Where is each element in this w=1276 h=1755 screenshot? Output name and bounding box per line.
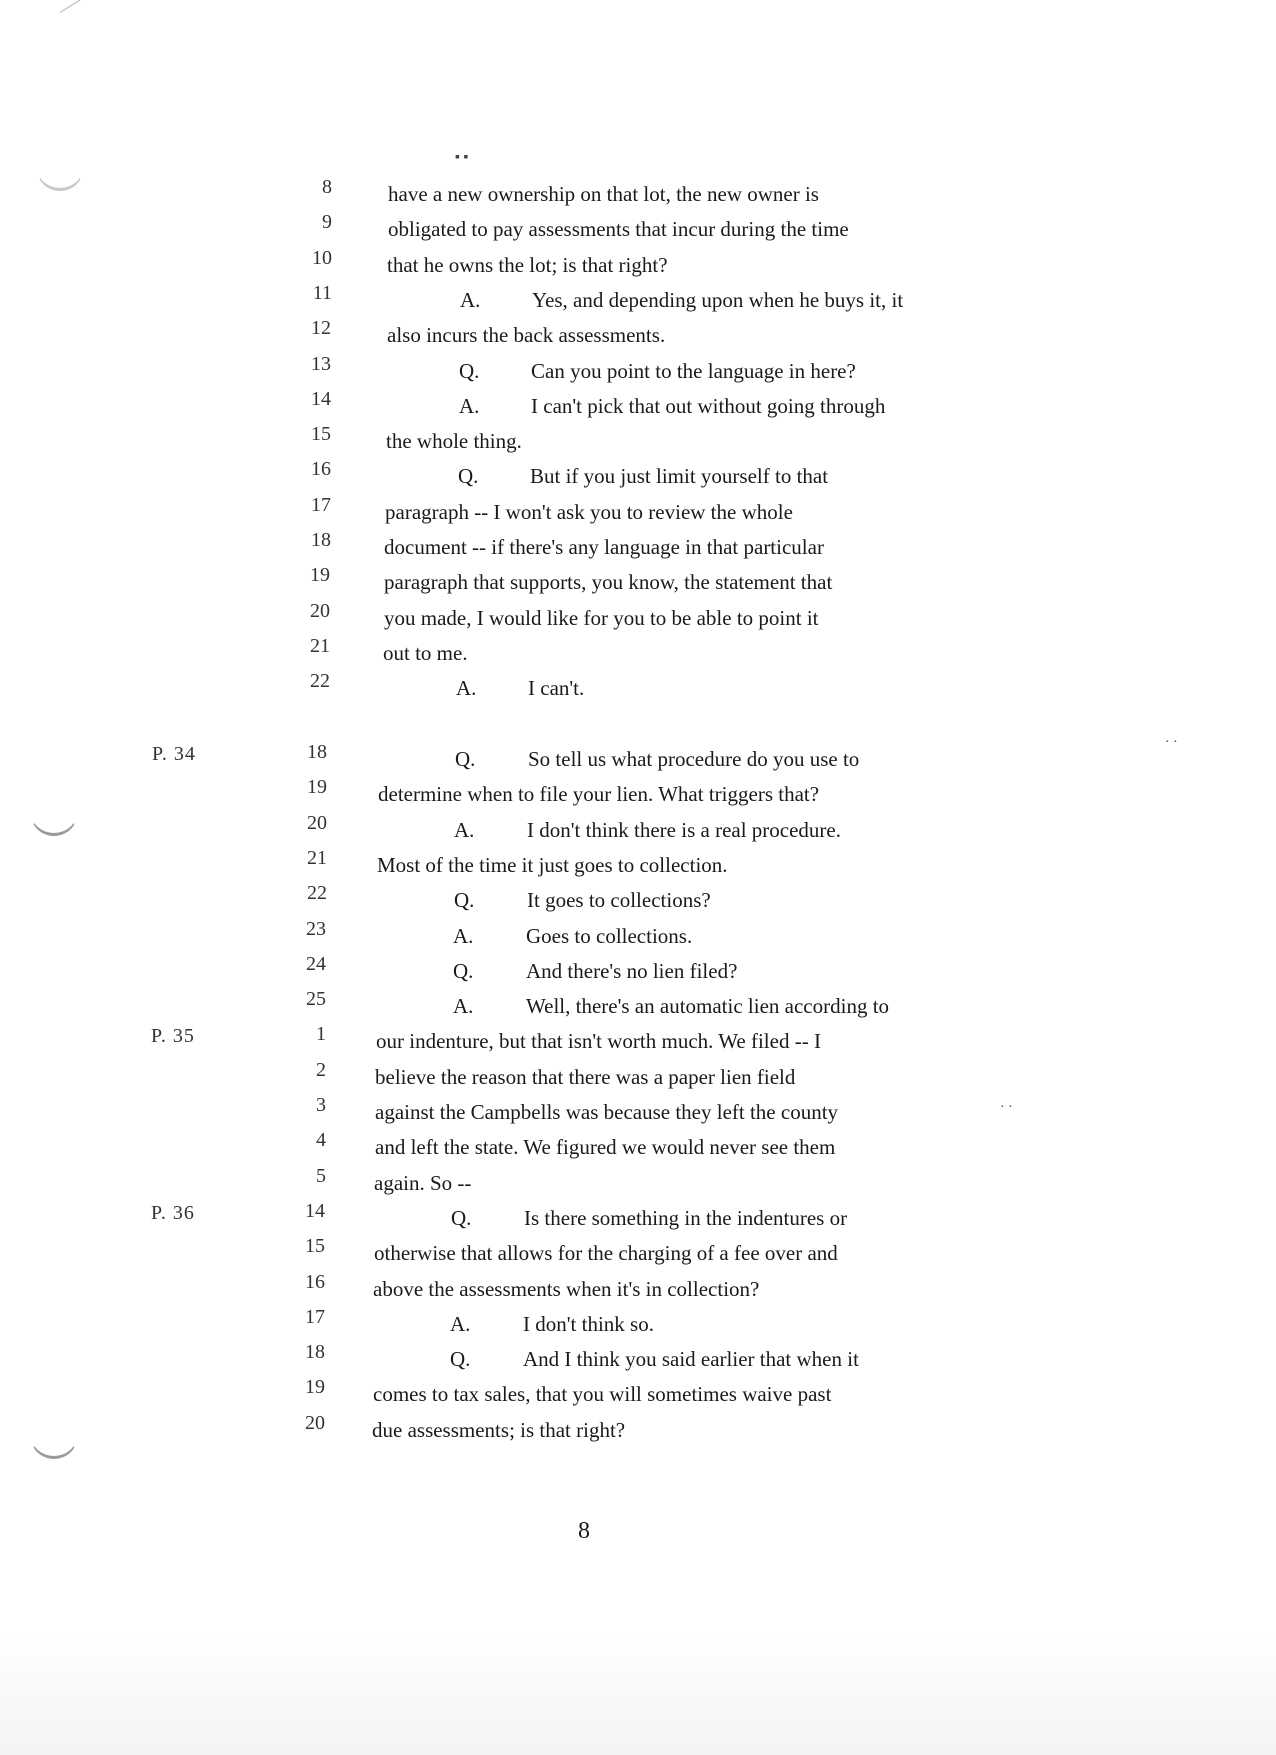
line-number: 15 <box>311 423 331 446</box>
transcript-line <box>0 811 1276 852</box>
page-reference: P. 36 <box>151 1201 195 1224</box>
testimony-text: out to me. <box>383 640 468 665</box>
transcript-line <box>0 1164 1276 1205</box>
transcript-line <box>0 1023 1276 1063</box>
speaker-label: Q. <box>459 358 480 383</box>
line-number: 1 <box>316 1023 326 1046</box>
testimony-text: document -- if there's any language in that particular <box>384 535 824 559</box>
speaker-label: Q. <box>458 464 479 489</box>
transcript-line <box>0 882 1276 922</box>
transcript-line <box>0 634 1276 675</box>
transcript-line <box>0 1058 1276 1099</box>
testimony-text: I can't pick that out without going through <box>531 393 886 418</box>
testimony-text: Yes, and depending upon when he buys it, it <box>532 287 904 312</box>
transcript-line <box>0 564 1276 604</box>
transcript-line <box>0 1305 1276 1346</box>
speaker-label: A. <box>453 994 474 1019</box>
testimony-text: paragraph -- I won't ask you to review the whole <box>385 499 793 524</box>
testimony-text: determine when to file your lien. What triggers that? <box>378 782 820 807</box>
transcript-line <box>0 423 1276 463</box>
testimony-text: Well, there's an automatic lien according to <box>526 994 890 1019</box>
transcript-line <box>0 352 1276 393</box>
testimony-text: the whole thing. <box>386 429 522 454</box>
transcript-line <box>0 1199 1276 1240</box>
line-number: 19 <box>310 564 330 587</box>
transcript-line <box>0 458 1276 498</box>
testimony-text: I don't think there is a real procedure. <box>527 817 841 842</box>
stray-mark: · · <box>1165 735 1178 750</box>
testimony-text: obligated to pay assessments that incur during the time <box>388 217 849 242</box>
line-number: 22 <box>307 882 327 905</box>
testimony-text: have a new ownership on that lot, the new owner is <box>388 182 819 206</box>
transcript-line <box>0 846 1276 887</box>
testimony-text: believe the reason that there was a paper lien field <box>375 1064 796 1089</box>
transcript-line <box>0 529 1276 569</box>
line-number: 25 <box>306 988 326 1011</box>
testimony-text: and left the state. We figured we would never see them <box>375 1135 836 1160</box>
transcript-line <box>0 1235 1276 1275</box>
testimony-text: due assessments; is that right? <box>372 1417 626 1442</box>
transcript-line <box>0 1376 1276 1416</box>
testimony-text: But if you just limit yourself to that <box>530 464 829 489</box>
speaker-label: A. <box>460 287 481 312</box>
testimony-text: And I think you said earlier that when it <box>523 1347 859 1372</box>
transcript-line <box>0 776 1276 816</box>
transcript-line <box>0 317 1276 357</box>
line-number: 15 <box>305 1235 325 1258</box>
testimony-text: also incurs the back assessments. <box>387 323 666 348</box>
line-number: 23 <box>306 917 326 940</box>
transcript-line <box>0 1341 1276 1381</box>
stray-mark: ▪ ▪ <box>455 150 469 165</box>
line-number: 12 <box>311 317 331 340</box>
testimony-text: otherwise that allows for the charging of a fee over and <box>374 1241 838 1266</box>
line-number: 3 <box>316 1094 326 1116</box>
speaker-label: Q. <box>450 1347 471 1372</box>
testimony-text: against the Campbells was because they left the county <box>375 1100 839 1124</box>
line-number: 19 <box>307 776 327 799</box>
transcript-line <box>0 211 1276 251</box>
speaker-label: Q. <box>451 1205 472 1230</box>
line-number: 8 <box>322 176 332 198</box>
line-number: 13 <box>311 352 331 375</box>
transcript-line <box>0 246 1276 287</box>
line-number: 16 <box>305 1270 325 1293</box>
transcript-line <box>0 670 1276 710</box>
line-number: 5 <box>316 1164 326 1187</box>
transcript-line <box>0 281 1276 322</box>
transcript-line <box>0 1129 1276 1169</box>
transcript-line <box>0 599 1276 640</box>
testimony-text: Goes to collections. <box>526 923 693 948</box>
line-number: 21 <box>310 634 330 657</box>
transcript-line <box>0 1094 1276 1134</box>
testimony-text: you made, I would like for you to be able to point it <box>384 605 819 630</box>
speaker-label: A. <box>453 923 474 948</box>
testimony-text: And there's no lien filed? <box>526 958 738 983</box>
testimony-text: paragraph that supports, you know, the statement that <box>384 570 833 595</box>
line-number: 16 <box>311 458 331 481</box>
line-number: 18 <box>305 1341 325 1364</box>
speaker-label: A. <box>459 393 480 418</box>
line-number: 17 <box>311 493 331 516</box>
testimony-text: again. So -- <box>374 1170 472 1195</box>
line-number: 18 <box>311 529 331 551</box>
line-number: 20 <box>307 811 327 834</box>
transcript-line <box>0 176 1276 216</box>
speaker-label: A. <box>450 1311 471 1336</box>
line-number: 9 <box>322 211 332 234</box>
transcript-line <box>0 741 1276 781</box>
testimony-text: So tell us what procedure do you use to <box>528 747 860 771</box>
speaker-label: A. <box>454 817 475 842</box>
testimony-text: Most of the time it just goes to collection. <box>377 852 728 877</box>
testimony-text: Is there something in the indentures or <box>524 1205 848 1230</box>
page-number: 8 <box>578 1518 590 1544</box>
transcript-line <box>0 917 1276 958</box>
line-number: 18 <box>307 741 327 763</box>
line-number: 2 <box>316 1058 326 1081</box>
line-number: 24 <box>306 952 326 975</box>
page-reference: P. 35 <box>151 1025 195 1048</box>
line-number: 14 <box>305 1199 325 1222</box>
line-number: 19 <box>305 1376 325 1399</box>
scan-mark <box>60 0 111 13</box>
line-number: 14 <box>311 387 331 410</box>
line-number: 11 <box>312 281 332 304</box>
line-number: 22 <box>310 670 330 693</box>
speaker-label: Q. <box>454 888 475 913</box>
page-reference: P. 34 <box>152 743 196 765</box>
testimony-text: our indenture, but that isn't worth much. We filed -- I <box>376 1029 821 1054</box>
testimony-text: that he owns the lot; is that right? <box>387 252 668 277</box>
transcript-line <box>0 1270 1276 1311</box>
line-number: 17 <box>305 1305 325 1328</box>
transcript-line <box>0 952 1276 993</box>
speaker-label: Q. <box>455 747 476 771</box>
testimony-text: above the assessments when it's in collection? <box>373 1276 760 1301</box>
line-number: 20 <box>305 1411 325 1434</box>
transcript-line <box>0 387 1276 428</box>
stray-mark: · · <box>1000 1100 1013 1115</box>
speaker-label: A. <box>456 676 477 701</box>
testimony-text: I don't think so. <box>523 1311 654 1336</box>
speaker-label: Q. <box>453 958 474 983</box>
testimony-text: Can you point to the language in here? <box>531 358 856 383</box>
line-number: 21 <box>307 846 327 869</box>
transcript-line <box>0 493 1276 534</box>
line-number: 4 <box>316 1129 326 1152</box>
line-number: 10 <box>312 246 332 269</box>
testimony-text: It goes to collections? <box>527 888 711 913</box>
scan-shading <box>0 1630 1276 1755</box>
transcript-line <box>0 1411 1276 1452</box>
line-number: 20 <box>310 599 330 622</box>
testimony-text: I can't. <box>528 676 585 701</box>
testimony-text: comes to tax sales, that you will sometimes waive past <box>373 1382 832 1407</box>
transcript-line <box>0 988 1276 1028</box>
